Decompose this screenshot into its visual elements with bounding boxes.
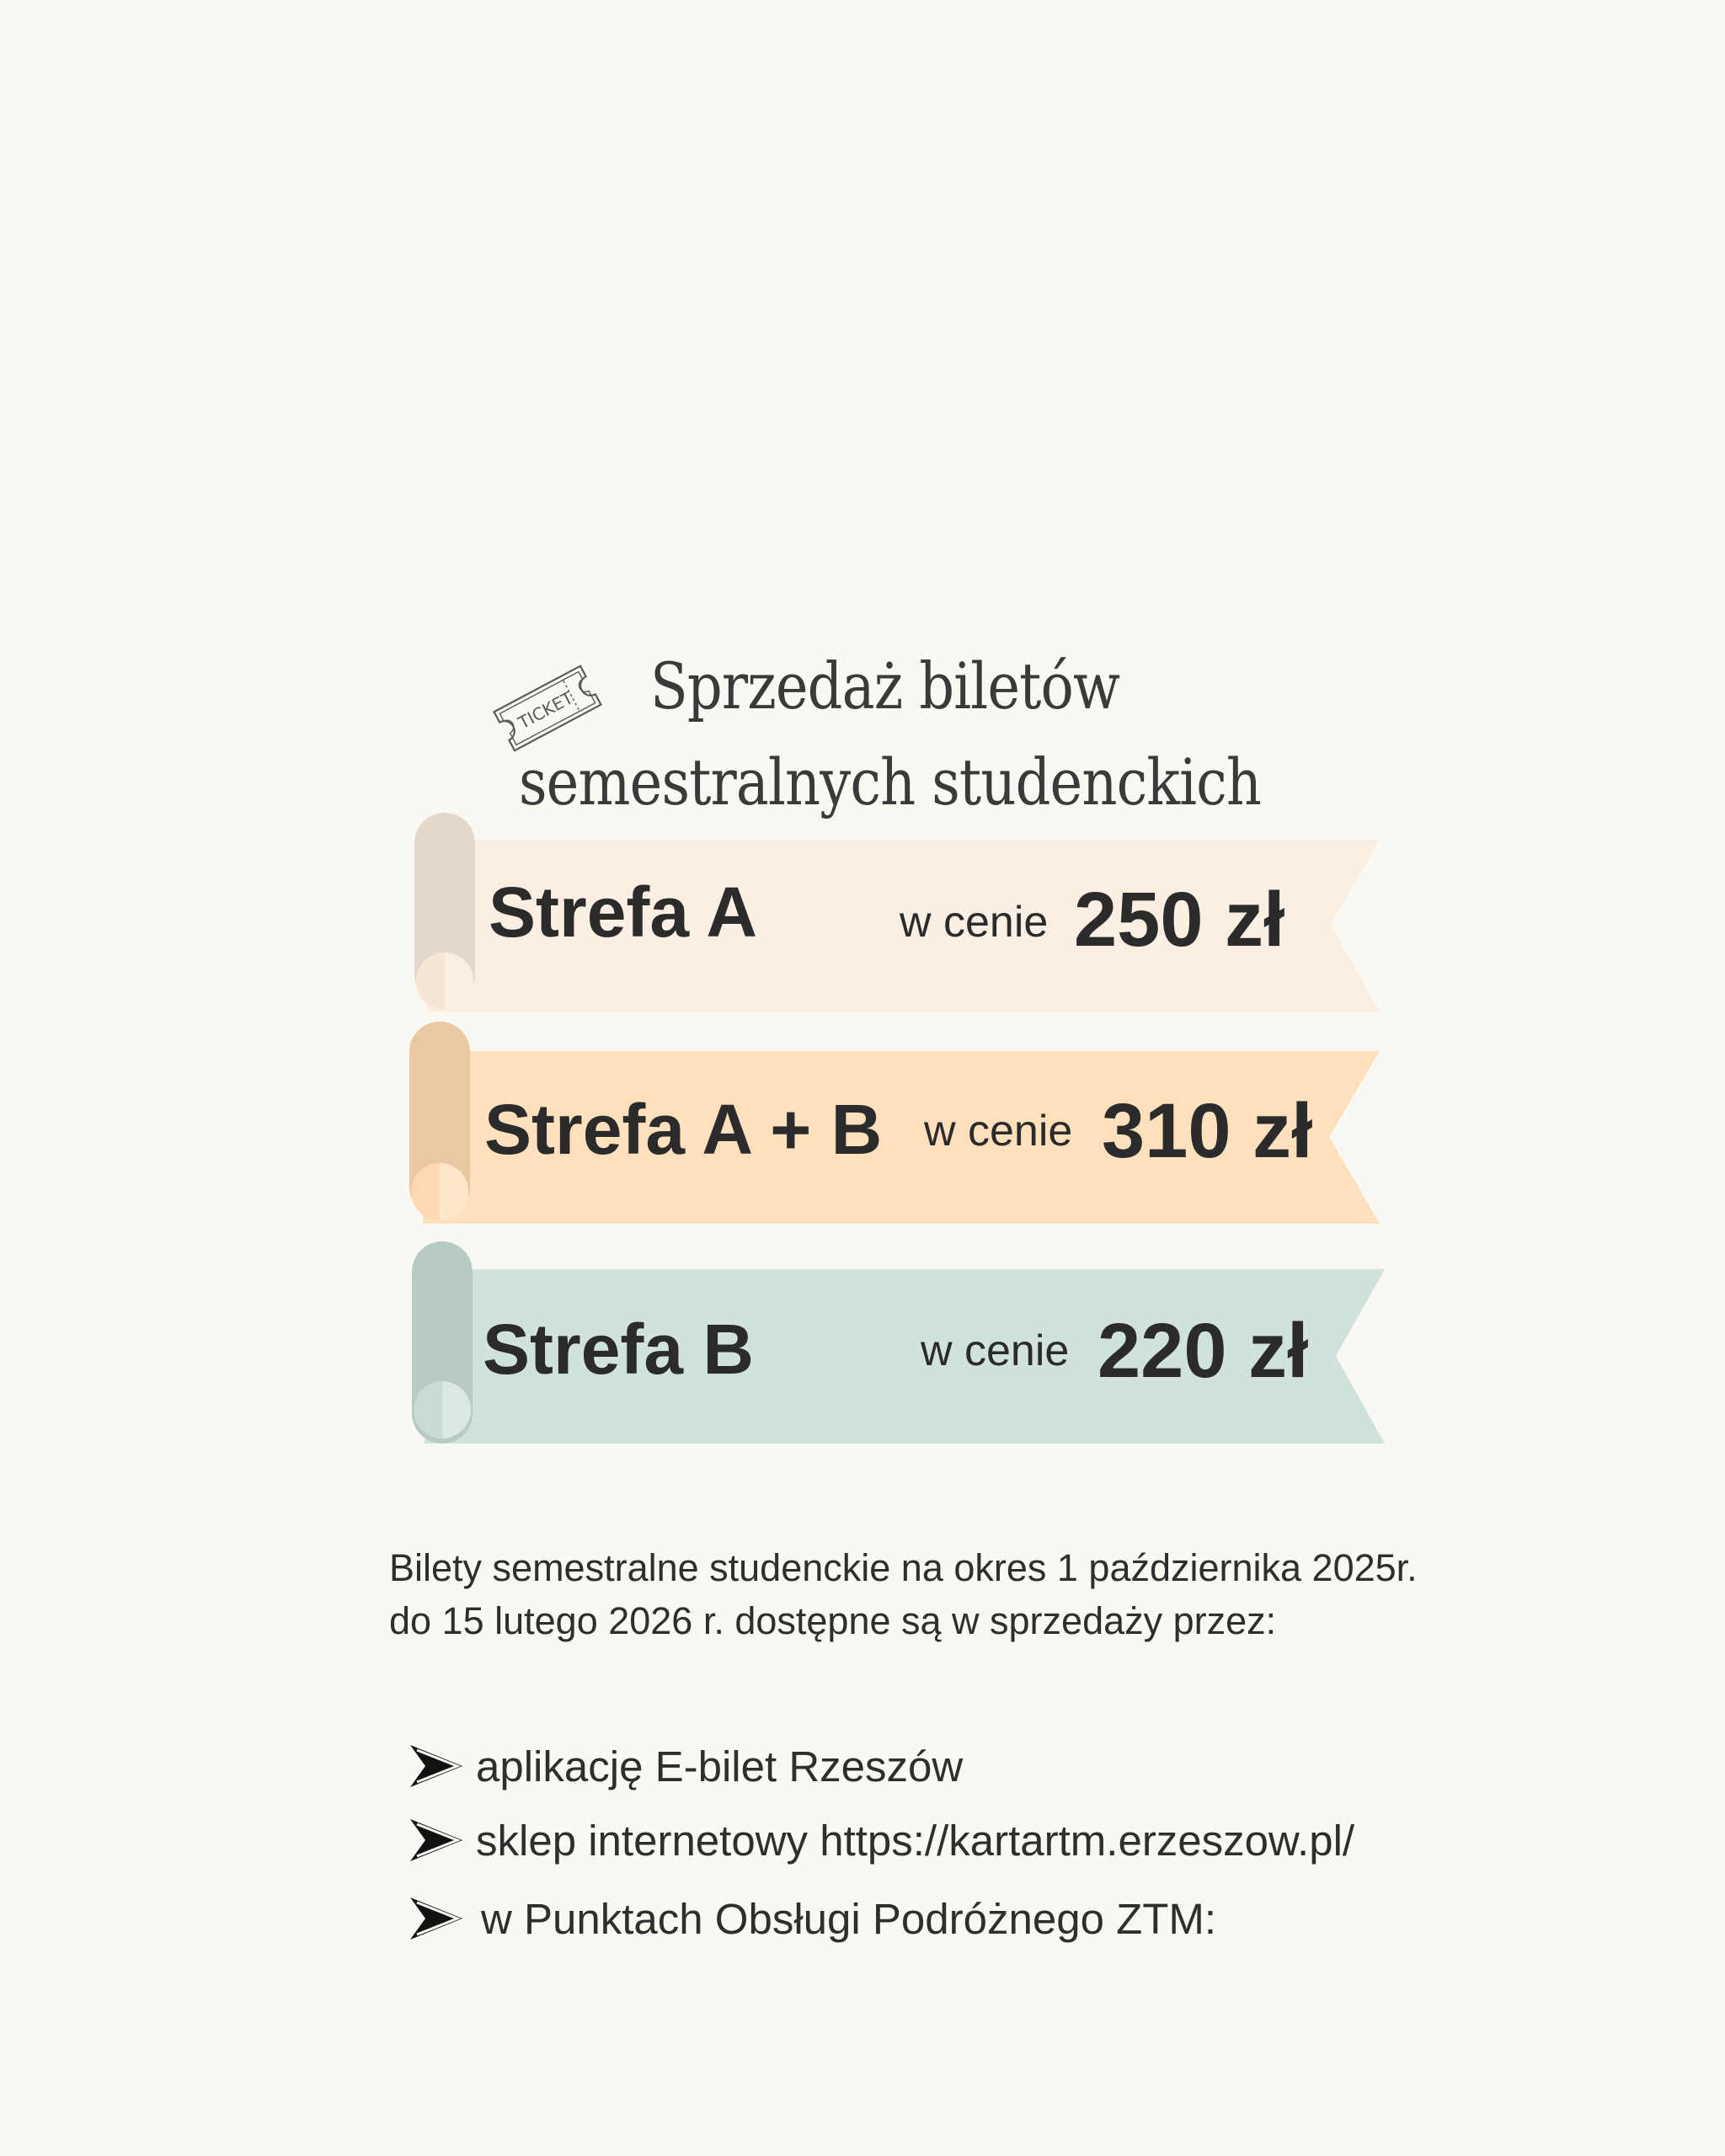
description-paragraph: Bilety semestralne studenckie na okres 1 października 2025r. do 15 lutego 2026 r. dostępne są w sprzedaży przez: [389, 1546, 1418, 1642]
channel-text: aplikację E-bilet Rzeszów [476, 1742, 964, 1790]
zone-name: Strefa A [489, 873, 757, 952]
page-title-line-1: Sprzedaż biletów [650, 648, 1120, 723]
ticket-icon-text: TICKET [515, 687, 577, 734]
zone-name: Strefa B [483, 1310, 755, 1389]
ticket-icon [490, 653, 605, 764]
channel-text: w Punktach Obsługi Podróżnego ZTM: [481, 1895, 1217, 1943]
zone-band-a-b [404, 1022, 1398, 1203]
arrow-bullet-icon [409, 1817, 464, 1863]
page-title-line-2: semestralnych studenckich [519, 744, 1262, 819]
arrow-bullet-icon [409, 1743, 464, 1789]
zone-price: 250 zł [1074, 877, 1285, 963]
zone-price: 310 zł [1102, 1088, 1313, 1174]
channel-text: sklep internetowy https://kartartm.erzeszow.pl/ [476, 1817, 1355, 1865]
arrow-bullet-icon [409, 1896, 464, 1941]
zone-band-a [404, 813, 1398, 994]
zone-price: 220 zł [1097, 1308, 1309, 1394]
price-prefix: w cenie [924, 1107, 1073, 1155]
zone-band-b [404, 1241, 1398, 1422]
zone-name: Strefa A + B [484, 1090, 883, 1169]
price-prefix: w cenie [900, 898, 1049, 947]
price-prefix: w cenie [921, 1326, 1070, 1375]
